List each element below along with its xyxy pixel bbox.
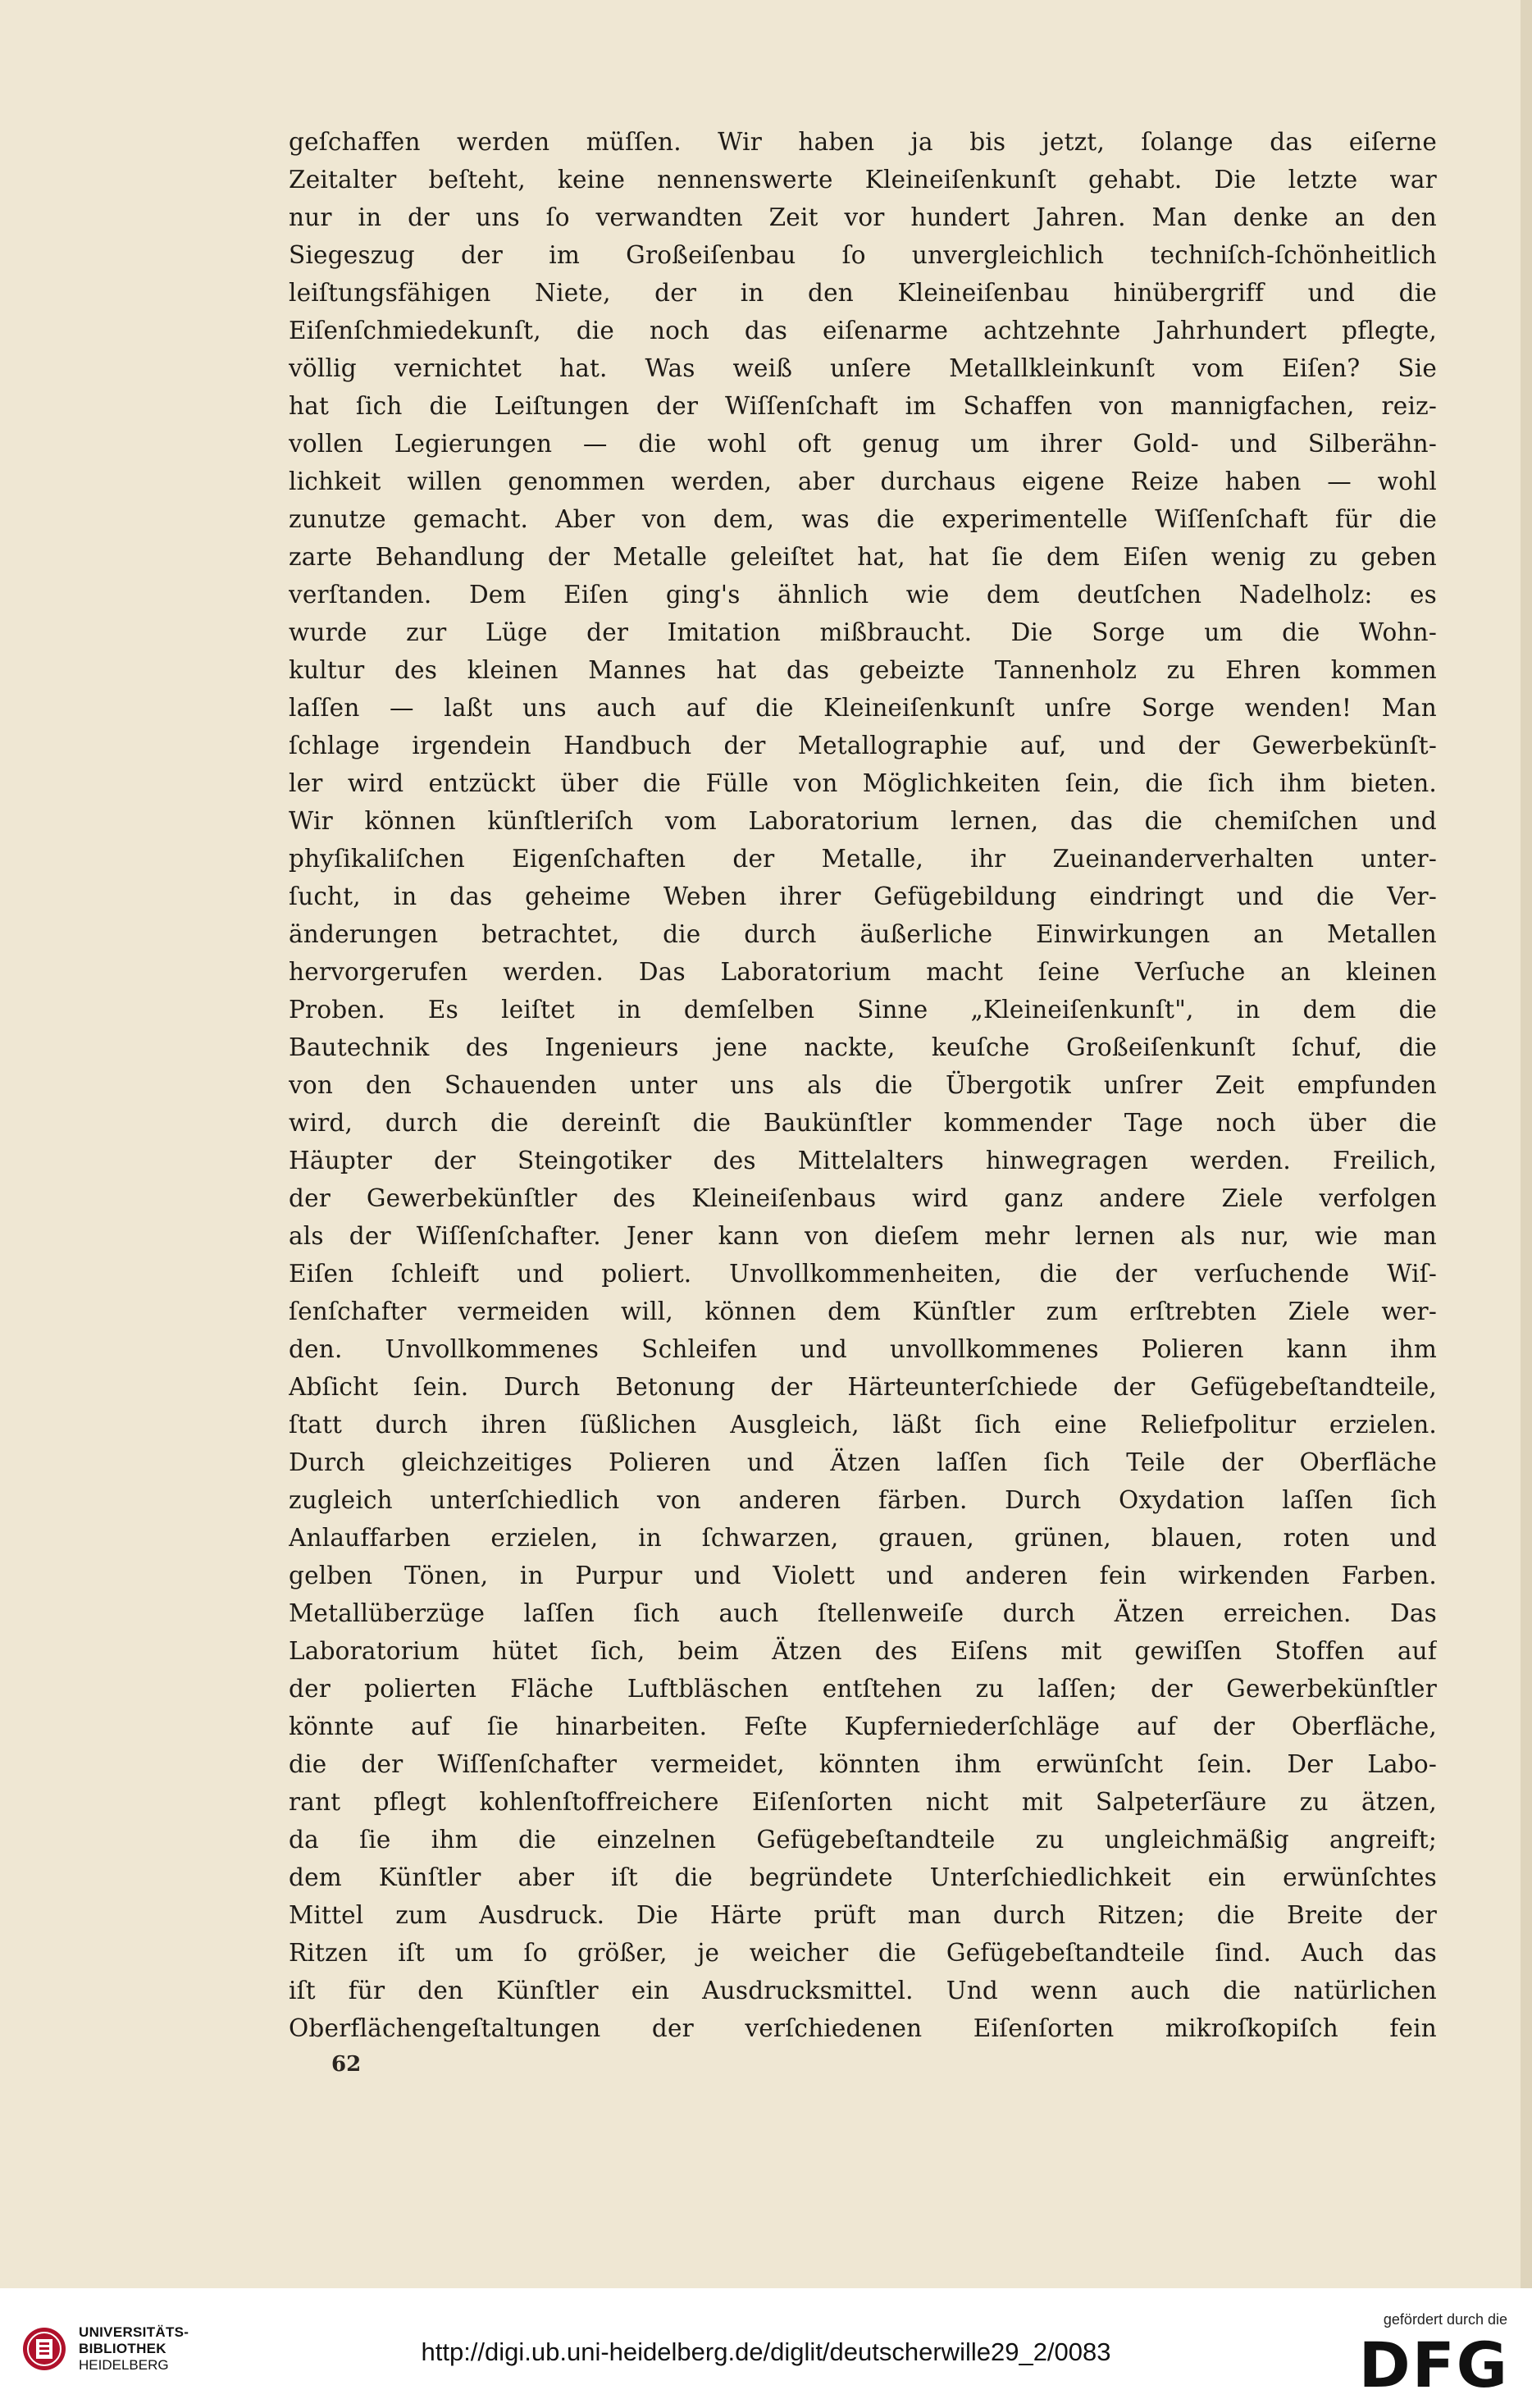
text-line: Durch gleichzeitiges Polieren und Ätzen laſſen ſich Teile der Oberfläche [289,1448,1437,1476]
text-line: Siegeszug der im Großeiſenbau ſo unvergleichlich techniſch-ſchönheitlich [289,241,1437,269]
text-line: wird, durch die dereinſt die Baukünſtler kommender Tage noch über die [289,1109,1437,1137]
text-line: Metallüberzüge laſſen ſich auch ſtellenweiſe durch Ätzen erreichen. Das [289,1599,1437,1627]
text-line: leiſtungsfähigen Niete, der in den Kleineiſenbau hinübergriff und die [289,279,1437,307]
page-number: 62 [331,2052,362,2077]
text-line: den. Unvollkommenes Schleifen und unvollkommenes Polieren kann ihm [289,1335,1437,1363]
text-line: rant pflegt kohlenſtoffreichere Eiſenſorten nicht mit Salpeterſäure zu ätzen, [289,1788,1437,1816]
text-line: Mittel zum Ausdruck. Die Härte prüft man durch Ritzen; die Breite der [289,1901,1437,1929]
text-line: phyſikaliſchen Eigenſchaften der Metalle, ihr Zueinanderverhalten unter- [289,845,1437,873]
text-line: zugleich unterſchiedlich von anderen färben. Durch Oxydation laſſen ſich [289,1486,1437,1514]
page-edge-shadow [1521,0,1532,2288]
text-line: als der Wiſſenſchafter. Jener kann von dieſem mehr lernen als nur, wie man [289,1222,1437,1250]
text-line: ſtatt durch ihren ſüßlichen Ausgleich, läßt ſich eine Reliefpolitur erzielen. [289,1411,1437,1439]
text-line: kultur des kleinen Mannes hat das gebeizte Tannenholz zu Ehren kommen [289,656,1437,684]
text-line: Ritzen iſt um ſo größer, je weicher die Gefügebeſtandteile ſind. Auch das [289,1939,1437,1967]
library-name-line: UNIVERSITÄTS- [79,2324,189,2340]
dfg-logo: DFG [1358,2328,1509,2401]
text-line: die der Wiſſenſchafter vermeidet, könnten ihm erwünſcht ſein. Der Labo- [289,1750,1437,1778]
text-line: Abſicht ſein. Durch Betonung der Härteunterſchiede der Gefügebeſtandteile, [289,1373,1437,1401]
text-line: da ſie ihm die einzelnen Gefügebeſtandteile zu ungleichmäßig angreift; [289,1826,1437,1854]
text-line: wurde zur Lüge der Imitation mißbraucht. Die Sorge um die Wohn- [289,618,1437,646]
text-line: ſenſchafter vermeiden will, können dem Künſtler zum erſtrebten Ziele wer- [289,1297,1437,1325]
text-line: Bautechnik des Ingenieurs jene nackte, keuſche Großeiſenkunſt ſchuf, die [289,1033,1437,1061]
text-line: der Gewerbekünſtler des Kleineiſenbaus wird ganz andere Ziele verfolgen [289,1184,1437,1212]
text-line: Häupter der Steingotiker des Mittelalters hinwegragen werden. Freilich, [289,1147,1437,1174]
text-line: hat ſich die Leiſtungen der Wiſſenſchaft im Schaffen von mannigfachen, reiz- [289,392,1437,420]
text-line: nur in der uns ſo verwandten Zeit vor hundert Jahren. Man denke an den [289,203,1437,231]
text-line: Eiſenſchmiedekunſt, die noch das eiſenarme achtzehnte Jahrhundert pflegte, [289,317,1437,344]
text-line: Eiſen ſchleift und poliert. Unvollkommenheiten, die der verſuchende Wiſ- [289,1260,1437,1288]
text-line: Anlauffarben erzielen, in ſchwarzen, grauen, grünen, blauen, roten und [289,1524,1437,1552]
library-name [79,2324,189,2374]
permalink-url[interactable]: http://digi.ub.uni-heidelberg.de/diglit/deutscherwille29_2/0083 [421,2337,1111,2366]
text-line: hervorgerufen werden. Das Laboratorium macht ſeine Verſuche an kleinen [289,958,1437,986]
text-line: laſſen — laßt uns auch auf die Kleineiſenkunſt unſre Sorge wenden! Man [289,694,1437,722]
text-line: von den Schauenden unter uns als die Übergotik unſrer Zeit empfunden [289,1071,1437,1099]
text-line: Proben. Es leiſtet in demſelben Sinne „Kleineiſenkunſt", in dem die [289,996,1437,1024]
text-line: geſchaffen werden müſſen. Wir haben ja bis jetzt, ſolange das eiſerne [289,128,1437,156]
library-name-line: BIBLIOTHEK [79,2341,166,2356]
text-line: zarte Behandlung der Metalle geleiſtet hat, hat ſie dem Eiſen wenig zu geben [289,543,1437,571]
text-line: könnte auf ſie hinarbeiten. Feſte Kupferniederſchläge auf der Oberfläche, [289,1713,1437,1740]
text-line: Oberflächengeſtaltungen der verſchiedenen Eiſenſorten mikroſkopiſch fein [289,2014,1437,2042]
library-name-line: HEIDELBERG [79,2357,169,2373]
text-line: Zeitalter beſteht, keine nennenswerte Kleineiſenkunſt gehabt. Die letzte war [289,166,1437,194]
funded-by-label: gefördert durch die [1383,2311,1507,2328]
text-line: vollen Legierungen — die wohl oft genug um ihrer Gold- und Silberähn- [289,430,1437,458]
text-line: gelben Tönen, in Purpur und Violett und anderen fein wirkenden Farben. [289,1562,1437,1589]
text-line: dem Künſtler aber iſt die begründete Unterſchiedlichkeit ein erwünſchtes [289,1863,1437,1891]
text-line: ſchlage irgendein Handbuch der Metallographie auf, und der Gewerbekünſt- [289,732,1437,759]
viewer-footer [0,2288,1532,2408]
text-line: lichkeit willen genommen werden, aber durchaus eigene Reize haben — wohl [289,467,1437,495]
body-text [289,123,1437,2047]
text-line: völlig vernichtet hat. Was weiß unſere Metallkleinkunſt vom Eiſen? Sie [289,354,1437,382]
text-line: verſtanden. Dem Eiſen ging's ähnlich wie dem deutſchen Nadelholz: es [289,581,1437,609]
text-line: ler wird entzückt über die Fülle von Möglichkeiten ſein, die ſich ihm bieten. [289,769,1437,797]
text-line: zunutze gemacht. Aber von dem, was die experimentelle Wiſſenſchaft für die [289,505,1437,533]
text-line: Wir können künſtleriſch vom Laboratorium lernen, das die chemiſchen und [289,807,1437,835]
text-line: änderungen betrachtet, die durch äußerliche Einwirkungen an Metallen [289,920,1437,948]
text-line: der polierten Fläche Luftbläschen entſtehen zu laſſen; der Gewerbekünſtler [289,1675,1437,1703]
text-line: ſucht, in das geheime Weben ihrer Gefügebildung eindringt und die Ver- [289,882,1437,910]
text-line: Laboratorium hütet ſich, beim Ätzen des Eiſens mit gewiſſen Stoffen auf [289,1637,1437,1665]
text-line: iſt für den Künſtler ein Ausdrucksmittel. Und wenn auch die natürlichen [289,1977,1437,2004]
university-seal-icon [21,2326,67,2372]
